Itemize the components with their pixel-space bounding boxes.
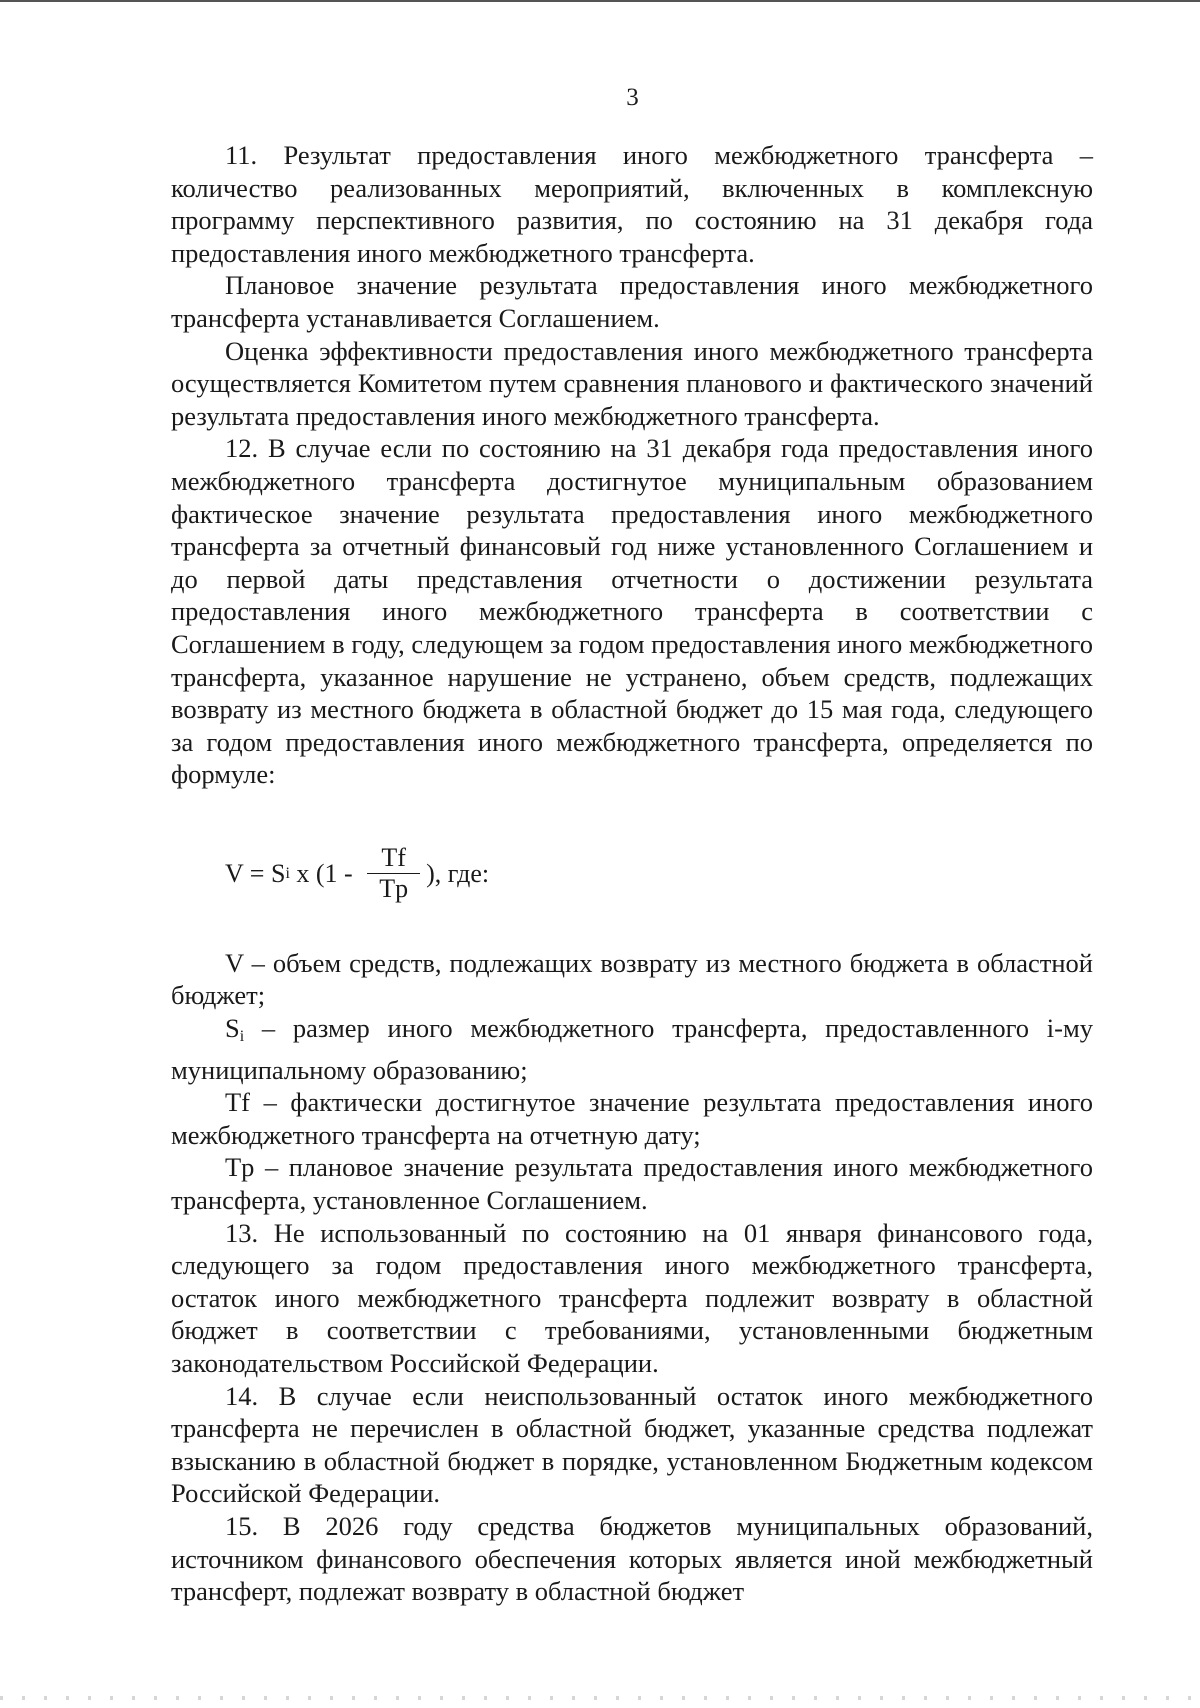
definition-si-subscript: i [239,1028,245,1046]
definition-si-text: – размер иного межбюджетного трансферта, предоставленного i-му муниципальному образованию; [171,1013,1093,1085]
definition-tp: Tp – плановое значение результата предоставления иного межбюджетного трансферта, установленное Соглашением. [171,1152,1093,1216]
document-body [171,139,1093,1608]
page-number: 3 [626,84,639,111]
formula-fraction [365,843,422,904]
definition-si [171,1012,1093,1086]
formula-subscript-i: i [285,864,290,882]
paragraph-efficiency-assessment: Оценка эффективности предоставления иного межбюджетного трансферта осуществляется Комитетом путем сравнения планового и фактического значений результата предоставления иного межбюджетного трансферта. [171,335,1093,431]
formula [225,841,1093,907]
formula-lhs: V = S [225,858,286,888]
formula-mid: x (1 - [289,858,360,888]
paragraph-15: 15. В 2026 году средства бюджетов муниципальных образований, источником финансового обеспечения которых является иной межбюджетный трансферт, подлежат возврату в областной бюджет [171,1510,1093,1607]
paragraph-12: 12. В случае если по состоянию на 31 декабря года предоставления иного межбюджетного трансферта достигнутое муниципальным образованием фактическое значение результата предоставления иного межбюджетного трансферта за отчетный финансовый год ниже установленного Соглашением и до первой даты представления отчетности о достижении результата предоставления иного межбюджетного трансферта в соответствии с Соглашением в году, следующем за годом предоставления иного межбюджетного трансферта, указанное нарушение не устранено, объем средств, подлежащих возврату из местного бюджета в областной бюджет до 15 мая года, следующего за годом предоставления иного межбюджетного трансферта, определяется по формуле: [171,433,1093,790]
paragraph-13: 13. Не использованный по состоянию на 01 января финансового года, следующего за годом предоставления иного межбюджетного трансферта, остаток иного межбюджетного трансферта подлежит возврату в областной бюджет в соответствии с требованиями, установленными бюджетным законодательством Российской Федерации. [171,1217,1093,1378]
paragraph-11: 11. Результат предоставления иного межбюджетного трансферта – количество реализованных мероприятий, включенных в комплексную программу перспективного развития, по состоянию на 31 декабря года предоставления иного межбюджетного трансферта. [171,140,1093,268]
scan-top-edge [0,0,1200,2]
definition-si-symbol: S [225,1013,240,1044]
formula-numerator: Tf [367,843,420,874]
formula-tail: ), где: [426,858,490,888]
formula-denominator: Tp [379,874,409,904]
paragraph-planned-value: Плановое значение результата предоставления иного межбюджетного трансферта устанавливается Соглашением. [171,270,1093,333]
paragraph-14: 14. В случае если неиспользованный остаток иного межбюджетного трансферта не перечислен в областной бюджет, указанные средства подлежат взысканию в областной бюджет в порядке, установленном Бюджетным кодексом Российской Федерации. [171,1380,1093,1509]
definition-v: V – объем средств, подлежащих возврату из местного бюджета в областной бюджет; [171,947,1093,1011]
definition-tf: Tf – фактически достигнутое значение результата предоставления иного межбюджетного трансферта на отчетную дату; [171,1087,1093,1150]
scan-bottom-noise [0,1696,1200,1700]
